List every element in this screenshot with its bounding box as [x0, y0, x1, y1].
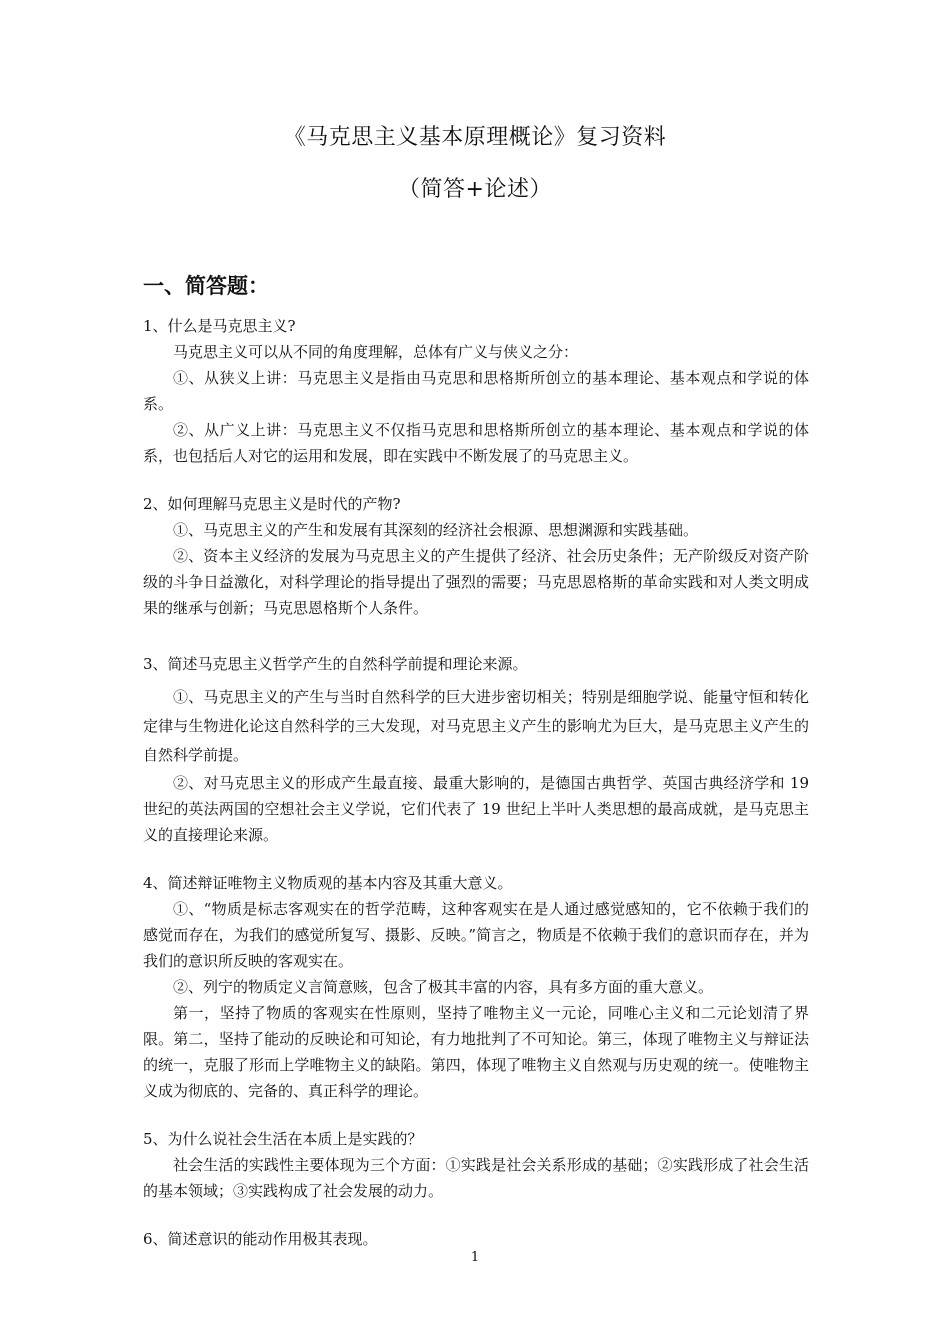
question-3-paragraph: ①、马克思主义的产生与当时自然科学的巨大进步密切相关；特别是细胞学说、能量守恒和转化定律与生物进化论这自然科学的三大发现，对马克思主义产生的影响尤为巨大，是马克思主义产生的自然科学前提。: [143, 688, 809, 764]
question-5-paragraph: 社会生活的实践性主要体现为三个方面：①实践是社会关系形成的基础；②实践形成了社会生活的基本领域；③实践构成了社会发展的动力。: [143, 1156, 809, 1200]
question-2-paragraph: ①、马克思主义的产生和发展有其深刻的经济社会根源、思想渊源和实践基础。: [173, 521, 699, 539]
question-1-paragraph: ①、从狭义上讲：马克思主义是指由马克思和思格斯所创立的基本理论、基本观点和学说的体系。: [143, 369, 809, 413]
page-number: 1: [470, 1250, 480, 1265]
question-4-title: 4、简述辩证唯物主义物质观的基本内容及其重大意义。: [143, 874, 513, 892]
question-2-title: 2、如何理解马克思主义是时代的产物?: [143, 495, 401, 513]
document-title: 《马克思主义基本原理概论》复习资料: [283, 125, 667, 150]
document-subtitle: （简答+论述）: [398, 177, 552, 202]
question-1-paragraph: ②、从广义上讲：马克思主义不仅指马克思和思格斯所创立的基本理论、基本观点和学说的体系，也包括后人对它的运用和发展，即在实践中不断发展了的马克思主义。: [143, 421, 809, 465]
spacer: [143, 469, 809, 491]
question-4-paragraph: ①、“物质是标志客观实在的哲学范畴，这种客观实在是人通过感觉感知的，它不依赖于我们的感觉而存在，为我们的感觉所复写、摄影、反映。”简言之，物质是不依赖于我们的意识而存在，并为我们的意识所反映的客观实在。: [143, 900, 809, 970]
spacer: [143, 1204, 809, 1226]
question-3-title: 3、简述马克思主义哲学产生的自然科学前提和理论来源。: [143, 655, 528, 673]
question-2-paragraph: ②、资本主义经济的发展为马克思主义的产生提供了经济、社会历史条件；无产阶级反对资产阶级的斗争日益激化，对科学理论的指导提出了强烈的需要；马克思恩格斯的革命实践和对人类文明成果的继承与创新；马克思恩格斯个人条件。: [143, 547, 809, 617]
spacer: [143, 848, 809, 870]
question-4-paragraph: ②、列宁的物质定义言简意赅，包含了极其丰富的内容，具有多方面的重大意义。: [173, 978, 714, 996]
question-6-title: 6、简述意识的能动作用极其表现。: [143, 1230, 378, 1248]
question-3-paragraph: ②、对马克思主义的形成产生最直接、最重大影响的，是德国古典哲学、英国古典经济学和 19 世纪的英法两国的空想社会主义学说，它们代表了 19 世纪上半叶人类思想的最高成就，是马克思主义的直接理论来源。: [143, 774, 809, 844]
spacer: [143, 621, 809, 651]
document-body: [143, 313, 809, 1252]
question-4-paragraph: 第一，坚持了物质的客观实在性原则，坚持了唯物主义一元论，同唯心主义和二元论划清了界限。第二，坚持了能动的反映论和可知论，有力地批判了不可知论。第三，体现了唯物主义与辩证法的统一，克服了形而上学唯物主义的缺陷。第四，体现了唯物主义自然观与历史观的统一。使唯物主义成为彻底的、完备的、真正科学的理论。: [143, 1004, 809, 1100]
question-1-title: 1、什么是马克思主义?: [143, 317, 296, 335]
question-5-title: 5、为什么说社会生活在本质上是实践的？: [143, 1130, 423, 1148]
spacer: [143, 1104, 809, 1126]
question-1-paragraph: 马克思主义可以从不同的角度理解，总体有广义与侠义之分：: [173, 343, 579, 361]
section-heading: 一、简答题：: [143, 274, 269, 298]
